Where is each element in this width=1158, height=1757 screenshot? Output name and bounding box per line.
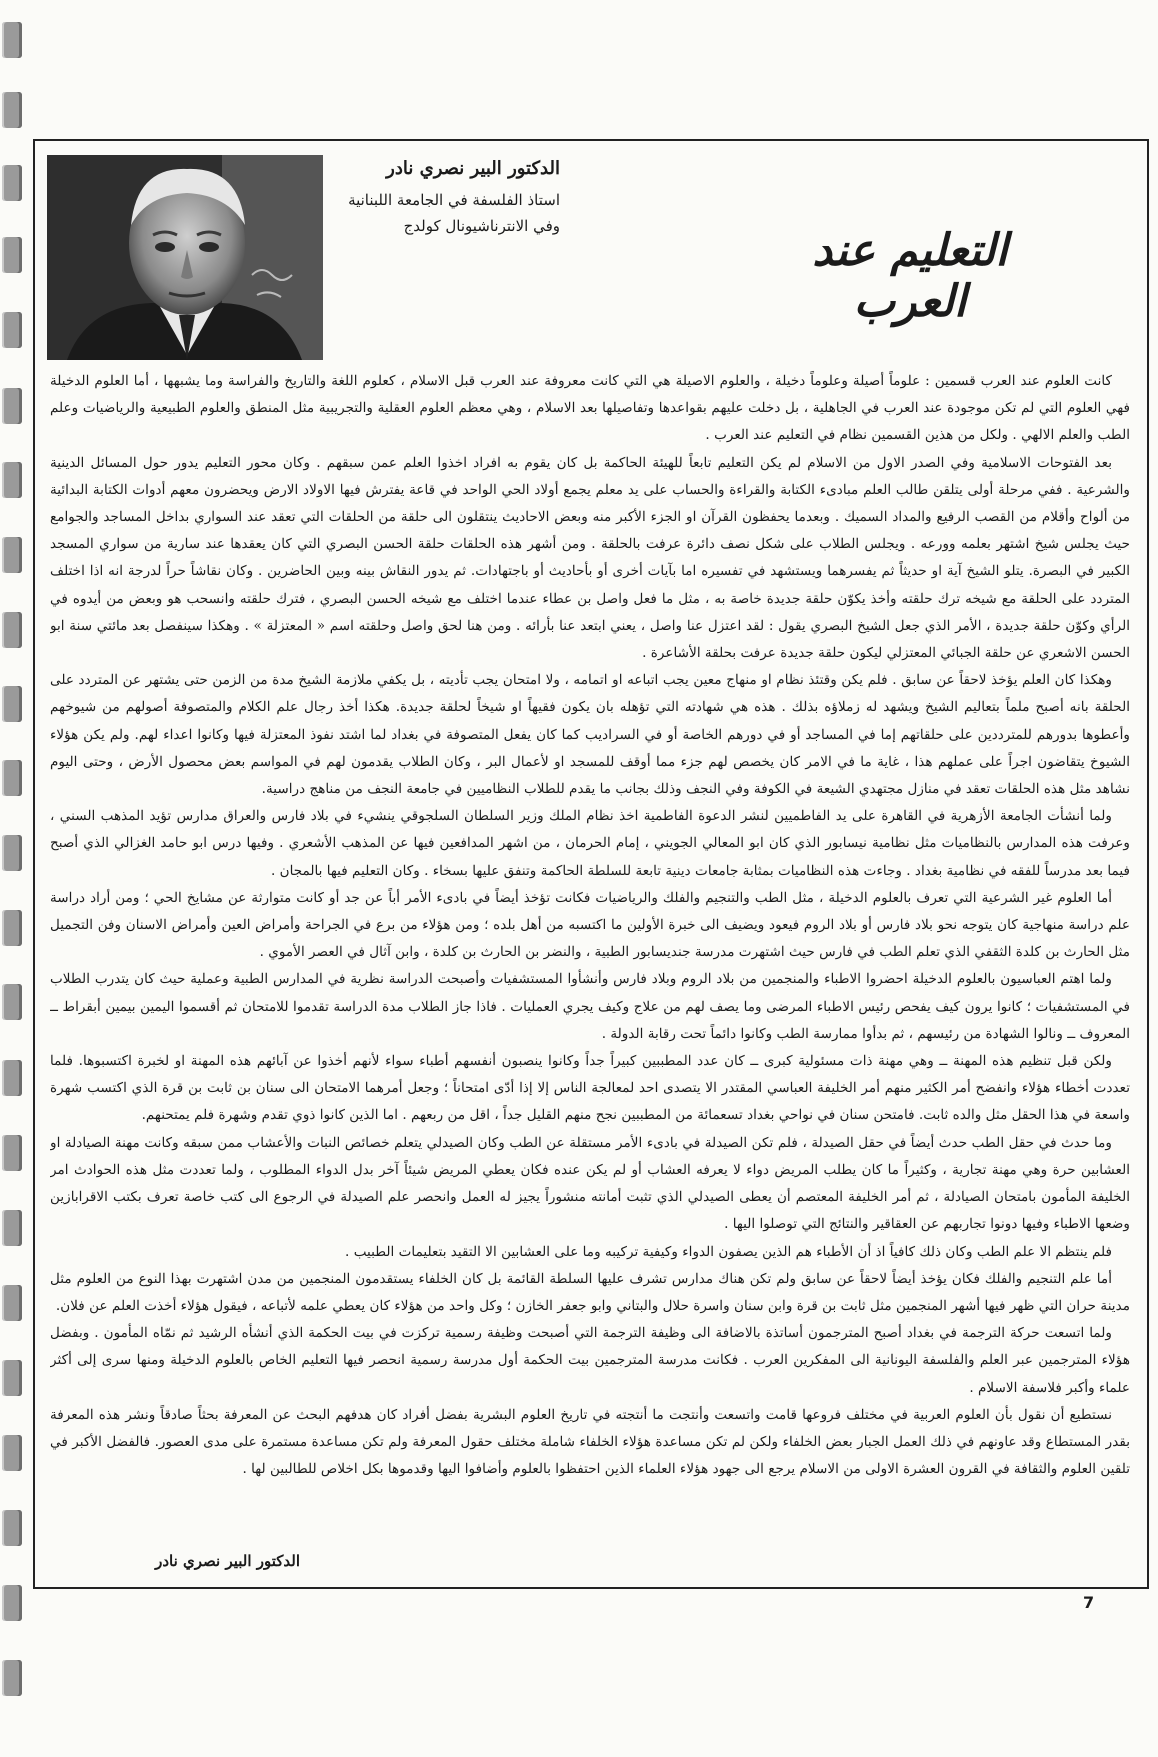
author-photo [47, 155, 323, 360]
paragraph: فلم ينتظم الا علم الطب وكان ذلك كافياً اذ أن الأطباء هم الذين يصفون الدواء وكيفية تركيبه وما على العشابين الا التقيد بتعليمات الطبيب . [345, 1243, 1112, 1260]
signature: الدكتور البير نصري نادر [155, 1552, 300, 1570]
paragraph: وما حدث في حقل الطب حدث أيضاً في حقل الصيدلة ، فلم تكن الصيدلة في بادىء الأمر مستقلة عن الطب وكان الصيدلي يتعلم خصائص النبات والأعشاب ممن سبقه وكانت مهنة الصيادلة او العشابين حرة وهي مهنة تجارية ، وكثيراً ما كان يطلب المريض دواء لا يعرفه العشاب أو لم يكن عنده فكان يعطي المريض شيئاً آخر بدل الدواء المطلوب ، ولما تعددت مثل هذه الحوادث امر الخليفة المأمون بامتحان الصيادلة ، ثم أمر الخليفة المعتصم أن يعطى الصيدلي الذي تثبت أمانته منشوراً يجيز له العمل وانحصر علم الصيدلة في الرجوع الى كتب خاصة تعرف بكتب الاقرابازين وضعها الاطباء وفيها دونوا تجاربهم عن العقاقير والنتائج التي توصلوا اليها . [50, 1134, 1130, 1233]
paragraph: أما علم التنجيم والفلك فكان يؤخذ أيضاً لاحقاً عن سابق ولم تكن هناك مدارس تشرف عليها السلطة القائمة بل كان الخلفاء يستقدمون المنجمين من مدن اشتهرت بهذا النوع من العلوم مثل مدينة حران التي ظهر فيها أشهر المنجمين مثل ثابت بن قرة وابن سنان واسرة حلال والبتاني وابو جعفر الخازن ؛ وكل واحد من هؤلاء كان يعطي علمه لأتباعه ، فيقول هؤلاء أخذت العلم عن فلان. [50, 1270, 1130, 1314]
paragraph: ولما أنشأت الجامعة الأزهرية في القاهرة على يد الفاطميين لنشر الدعوة الفاطمية اخذ نظام الملك وزير السلطان السلجوقي ينشيء في بلاد فارس والعراق مدارس تؤيد المذهب السني ، وعرفت هذه المدارس بالنظاميات مثل نظامية نيسابور الذي كان ابو المعالي الجويني ، إمام الحرمان ، من اشهر المدافعين فيها عن المذهب الأشعري . وفيها درس ابو حامد الغزالي الذي أصبح فيما بعد مدرساً للفقه في نظامية بغداد . وجاءت هذه النظاميات بمثابة جامعات دينية تابعة للسلطة الحاكمة وتنفق عليها بسخاء . وكان التعليم فيها بالمجان . [50, 808, 1130, 879]
paragraph: كانت العلوم عند العرب قسمين : علوماً أصيلة وعلوماً دخيلة ، والعلوم الاصيلة هي التي كانت معروفة عند العرب قبل الاسلام ، كعلوم اللغة والتاريخ والفراسة وما يشبهها ، أما العلوم الدخيلة فهي العلوم التي لم تكن موجودة عند العرب في الجاهلية ، بل دخلت عليهم بقواعدها وتفاصيلها بعد الاسلام ، وهي معظم العلوم العقلية والتجريبية مثل المنطق والعلوم الطبيعية والرياضيات وعلم الطب والعلم الالهي . ولكل من هذين القسمين نظام في التعليم عند العرب . [50, 373, 1130, 444]
article-body [50, 368, 1130, 1553]
paragraph: ولكن قبل تنظيم هذه المهنة ــ وهي مهنة ذات مسئولية كبرى ــ كان عدد المطببين كبيراً جداً وكانوا ينصبون أنفسهم أطباء سواء لأنهم أخذوا عن آبائهم هذه المهنة او لخبرة اكتسبوها. فلما تعددت أخطاء هؤلاء وانفضح أمر الكثير منهم أمر الخليفة العباسي المقتدر الا يتصدى احد لمعالجة الناس إلا إذا أدّى امتحاناً ؛ وجعل أمرهما الامتحان الى سنان بن ثابت بن قرة الذي اكتسب شهرة واسعة في هذا الحقل مثل والده ثابت. فامتحن سنان في نواحي بغداد تسعمائة من المطببين نجح منهم القليل جداً ، اقل من ربعهم . اما الذين كانوا ذوي تقدم وشهرة فلم يمتحنهم. [50, 1053, 1130, 1124]
paragraph: ولما اهتم العباسيون بالعلوم الدخيلة احضروا الاطباء والمنجمين من بلاد الروم وبلاد فارس وأنشأوا المستشفيات وأصبحت الدراسة نظرية في المدارس الطبية وعملية حيث كان يتدرب الطلاب في المستشفيات ؛ كانوا يرون كيف يفحص رئيس الاطباء المرضى وما يصف لهم من علاج وكيف يجري العمليات . فاذا جاز الطلاب مدة الدراسة تقدموا للامتحان ثم أقسموا اليمين بيمين أبقراط ــ المعروف ــ ونالوا الشهادة من رئيسهم ، ثم بدأوا ممارسة الطب وكانوا دائماً تحت رقابة الدولة . [50, 971, 1130, 1042]
paragraph: ولما اتسعت حركة الترجمة في بغداد أصبح المترجمون أساتذة بالاضافة الى وظيفة الترجمة التي أصبحت وظيفة رسمية تركزت في بيت الحكمة الذي أنشأه الرشيد ثم نمّاه المأمون . وبفضل هؤلاء المترجمين عبر العلم والفلسفة اليونانية الى المفكرين العرب . فكانت مدرسة المترجمين بيت الحكمة أول مدرسة رسمية انحصر فيها التعليم الخاص بالعلوم الدخيلة ومنها سرى إلى أكثر علماء وأكبر فلاسفة الاسلام . [50, 1325, 1130, 1396]
paragraph: بعد الفتوحات الاسلامية وفي الصدر الاول من الاسلام لم يكن التعليم تابعاً للهيئة الحاكمة بل كان يقوم به افراد اخذوا العلم عمن سبقهم . وكان محور التعليم يدور حول المسائل الدينية والشرعية . ففي مرحلة أولى يتلقن طالب العلم مبادىء الكتابة والقراءة والحساب على يد معلم يجمع أولاد الحي الواحد في قاعة يفترش فيها الاولاد الارض ويحضرون معهم أدوات الكتابة البدائية من ألواح وأقلام من القصب الرفيع والمداد السميك . وبعدما يحفظون القرآن او الجزء الأكبر منه وبعض الاحاديث ينتقلون الى حلقة من الحلقات التي تعقد عند السواري بداخل المساجد والجوامع حيث يجلس شيخ اشتهر بعلمه وورعه . ويجلس الطلاب على شكل نصف دائرة عرفت بالحلقة . ومن أشهر هذه الحلقات حلقة الحسن البصري التي كان يعقدها عند سارية من سواري المسجد الكبير في البصرة. يتلو الشيخ آية او حديثاً ثم يفسرهما ويستشهد في تفسيره اما بآيات أخرى أو بأحاديث أو باجتهادات. ثم يدور النقاش بينه وبين الحاضرين . وكان نقاشاً حراً لدرجة انه اذا اختلف المتردد على الحلقة مع شيخه ترك حلقته وأخذ يكوّن حلقة جديدة خاصة به ، مثل ما فعل واصل بن عطاء عندما اختلف مع شيخه الحسن البصري ، فترك حلقته وانسحب هو وبعض من أيدوه في الرأي وكوّن حلقة جديدة ، الأمر الذي جعل الشيخ البصري يقول : لقد اعتزل عنا واصل ، يعني ابتعد عنا بأرائه . ومن هنا لحق واصل وحلقته اسم « المعتزلة » . وهكذا سينفصل بعد مائتي سنة ابو الحسن الاشعري عن حلقة الجبائي المعتزلي ليكون حلقة جديدة عرفت بحلقة الأشاعرة . [50, 454, 1130, 662]
paragraph: أما العلوم غير الشرعية التي تعرف بالعلوم الدخيلة ، مثل الطب والتنجيم والفلك والرياضيات فكانت تؤخذ أيضاً في بادىء الأمر أباً عن جد أو كانت متوارثة عن مشايخ الحي ؛ ومن أراد دراسة علم دراسة منهاجية كان يتوجه نحو بلاد فارس أو بلاد الروم فيعود ويضيف الى خبرة الأولين ما اكتسبه من أهل بلده ؛ ومن هؤلاء من برع في الجراحة وأمراض العين وأمراض الاسنان وفن التجميل مثل الحارث بن كلدة الثقفي الذي تعلم الطب في فارس حيث اشتهرت مدرسة جنديسابور الطبية ، والنضر بن الحارث بن كلدة ، وابن آثال في العصر الأموي . [50, 889, 1130, 961]
author-role-1: استاذ الفلسفة في الجامعة اللبنانية [348, 191, 560, 209]
paragraph: وهكذا كان العلم يؤخذ لاحقاً عن سابق . فلم يكن وقتئذ نظام او منهاج معين يجب اتباعه او اتمامه ، ولا امتحان يجب تأديته ، بل يكفي ملازمة الشيخ مدة من الزمن حتى يشتهر عن المتردد على الحلقة بانه أصبح ملماً بتعاليم الشيخ ويشهد له زملاؤه بذلك . هذه هي شهادته التي تؤهله بان يكون فقيهاً او شيخاً لحلقة جديدة. هكذا أخذ رجال علم الكلام والمتصوفة أصولهم من شيوخهم وأعطوها بدورهم للمترددين على حلقاتهم إما في المساجد أو في دورهم الخاصة أو في السراديب كما كان يفعل المتصوفة في بغداد لما اشتد نفوذ المعتزلة فيها وكانوا اعداء لهم. ولم يكن هؤلاء الشيوخ يتقاضون اجراً على عملهم هذا ، غاية ما في الامر كان يخصص لهم جزء مما أوقف للمسجد او لأعمال البر ، وكان الطلاب يقدمون لهم في المواسم بعض محصول الأرض ، وحتى اليوم نشاهد مثل هذه الحلقات تعقد في منازل مجتهدي الشيعة في الكوفة وفي النجف وذلك بجانب ما يقدم للطلاب النظاميين في جامعة النجف من مناهج دراسية. [50, 672, 1130, 798]
author-role-2: وفي الانترناشيونال كولدج [403, 217, 560, 235]
author-name: الدكتور البير نصري نادر [386, 158, 560, 179]
article-title: التعليم عند العرب [812, 225, 1008, 327]
page-number: 7 [1083, 1593, 1095, 1612]
paragraph: نستطيع أن نقول بأن العلوم العربية في مختلف فروعها قامت واتسعت وأنتجت ما أنتجته في تاريخ العلوم البشرية بفضل أفراد كان هدفهم البحث عن المعرفة بحثاً صادقاً ونشر هذه المعرفة بقدر المستطاع وقد عاونهم في ذلك العمل الجبار بعض الخلفاء ولكن لم تكن مساعدة هؤلاء الخلفاء شاملة مختلف حقول المعرفة ولم تكن مساعدة مستمرة على مدى العصور. فالفضل الأكبر في تلقين العلوم والثقافة في القرون العشرة الاولى من الاسلام يرجع الى جهود هؤلاء العلماء الذين احتفظوا بالعلوم وأضافوا اليها وقدموها بكل اخلاص للطالبين لها . [50, 1406, 1130, 1478]
binding-holes [0, 0, 30, 1757]
author-caption [330, 158, 560, 243]
